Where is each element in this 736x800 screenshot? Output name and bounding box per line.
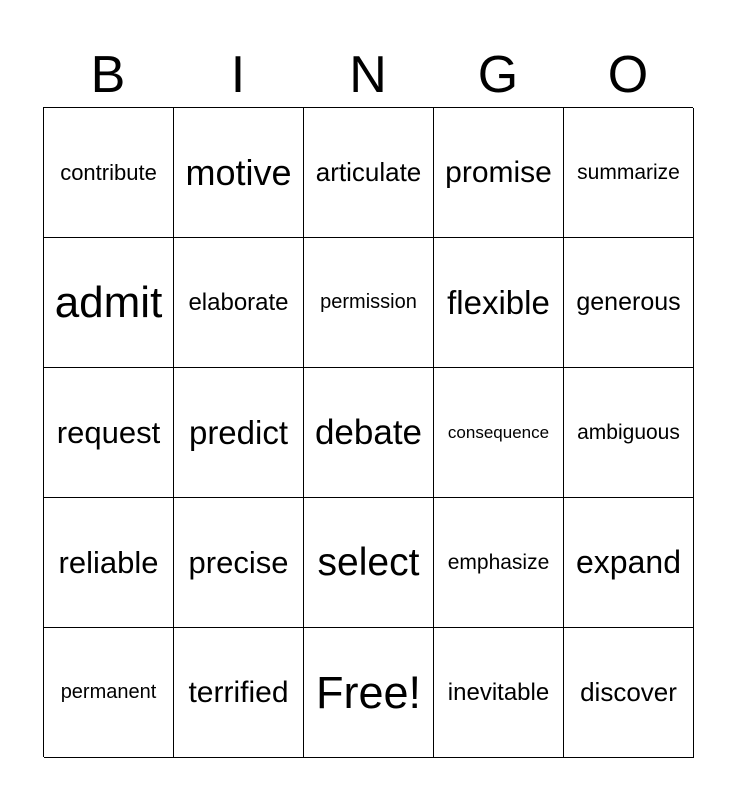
bingo-cell-r2-c5[interactable]: generous (564, 238, 694, 368)
bingo-cell-r2-c4[interactable]: flexible (434, 238, 564, 368)
bingo-cell-r3-c2[interactable]: predict (174, 368, 304, 498)
bingo-cell-r4-c2[interactable]: precise (174, 498, 304, 628)
bingo-cell-r1-c5[interactable]: summarize (564, 108, 694, 238)
bingo-cell-r5-c2[interactable]: terrified (174, 628, 304, 758)
bingo-cell-r3-c3[interactable]: debate (304, 368, 434, 498)
bingo-cell-r1-c4[interactable]: promise (434, 108, 564, 238)
header-letter-n: N (349, 46, 387, 104)
bingo-cell-r1-c3[interactable]: articulate (304, 108, 434, 238)
bingo-cell-r4-c5[interactable]: expand (564, 498, 694, 628)
bingo-cell-r5-c4[interactable]: inevitable (434, 628, 564, 758)
bingo-cell-r4-c3[interactable]: select (304, 498, 434, 628)
header-letter-g: G (477, 46, 519, 104)
bingo-cell-r4-c1[interactable]: reliable (44, 498, 174, 628)
bingo-cell-r2-c2[interactable]: elaborate (174, 238, 304, 368)
bingo-cell-r3-c4[interactable]: consequence (434, 368, 564, 498)
bingo-cell-r3-c1[interactable]: request (44, 368, 174, 498)
bingo-board (43, 107, 693, 757)
bingo-cell-r5-c5[interactable]: discover (564, 628, 694, 758)
bingo-cell-r5-c1[interactable]: permanent (44, 628, 174, 758)
header-letter-i: I (230, 46, 246, 104)
bingo-cell-r4-c4[interactable]: emphasize (434, 498, 564, 628)
bingo-cell-r2-c3[interactable]: permission (304, 238, 434, 368)
bingo-cell-r1-c2[interactable]: motive (174, 108, 304, 238)
bingo-cell-r3-c5[interactable]: ambiguous (564, 368, 694, 498)
free-space-cell[interactable]: Free! (304, 628, 434, 758)
bingo-cell-r1-c1[interactable]: contribute (44, 108, 174, 238)
header-letter-o: O (607, 46, 649, 104)
bingo-header (43, 44, 693, 106)
header-letter-b: B (90, 46, 126, 104)
bingo-cell-r2-c1[interactable]: admit (44, 238, 174, 368)
